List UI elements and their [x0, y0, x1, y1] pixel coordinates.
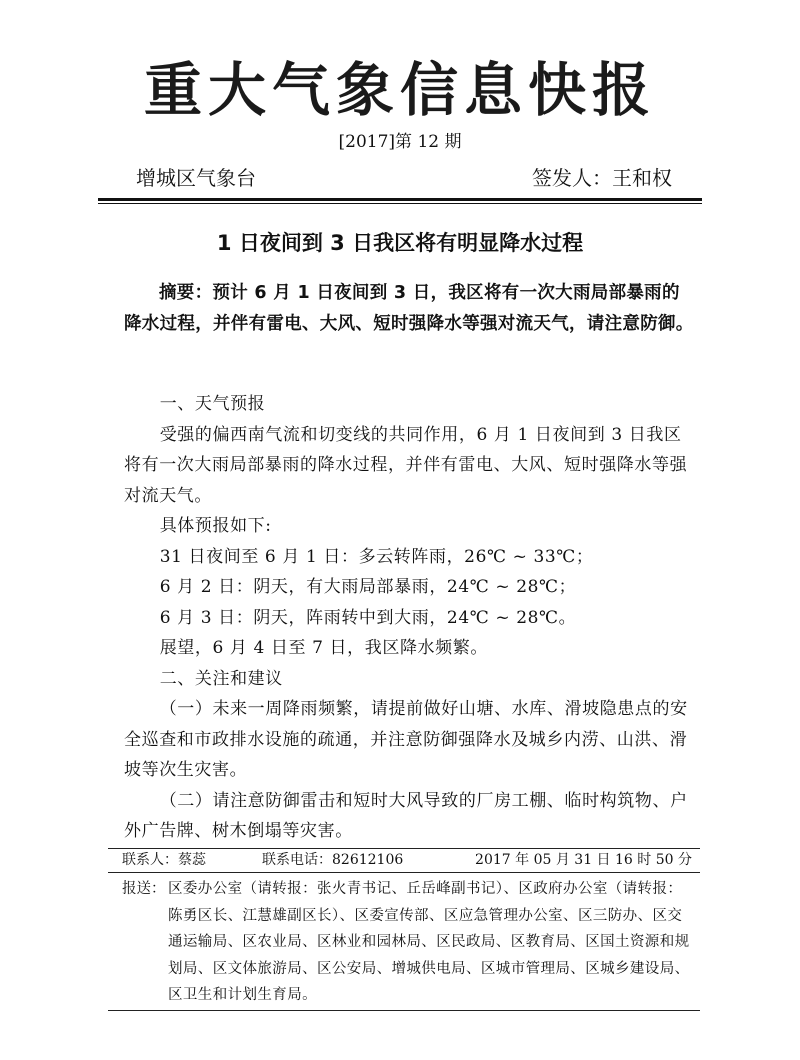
section-heading-advice: 二、关注和建议: [159, 668, 283, 689]
header-rule-thin: [98, 203, 702, 204]
document-title: 1 日夜间到 3 日我区将有明显降水过程: [216, 231, 584, 255]
masthead-title: 重大气象信息快报: [143, 56, 656, 124]
forecast-day-2: 6 月 2 日：阴天，有大雨局部暴雨，24℃ ~ 28℃；: [159, 577, 577, 597]
contact-phone: 联系电话：82612106: [262, 852, 404, 868]
footer-rule-middle: [108, 872, 700, 873]
document-body: [124, 389, 696, 847]
advice-1: （一）未来一周降雨频繁，请提前做好山塘、水库、滑坡隐患点的安全巡查和市政排水设施的疏通，并注意防御强降水及城乡内涝、山洪、滑坡等次生灾害。: [124, 699, 688, 780]
issuer-name: 王和权: [612, 166, 672, 190]
forecast-detail-label: 具体预报如下:: [159, 516, 272, 536]
advice-2: （二）请注意防御雷击和短时大风导致的厂房工棚、临时构筑物、户外广告牌、树木倒塌等灾害。: [124, 790, 688, 841]
header-rule-thick: [98, 198, 702, 201]
section-heading-forecast: 一、天气预报: [159, 394, 266, 414]
distribution-label: 报送：: [122, 881, 166, 897]
forecast-day-3: 6 月 3 日：阴天，阵雨转中到大雨，24℃ ~ 28℃。: [159, 607, 577, 628]
abstract: 摘要：预计 6 月 1 日夜间到 3 日，我区将有一次大雨局部暴雨的降水过程，并伴有雷电、大风、短时强降水等强对流天气，请注意防御。: [124, 283, 694, 334]
issue-timestamp: 2017 年 05 月 31 日 16 时 50 分: [475, 852, 692, 868]
forecast-day-1: 31 日夜间至 6 月 1 日：多云转阵雨，26℃ ~ 33℃；: [159, 546, 594, 567]
issuing-unit: 增城区气象台: [136, 166, 256, 190]
footer-rule-bottom: [108, 1010, 700, 1011]
issue-number: [2017]第 12 期: [338, 132, 462, 152]
forecast-intro: 受强的偏西南气流和切变线的共同作用，6 月 1 日夜间到 3 日我区将有一次大雨局部暴雨的降水过程，并伴有雷电、大风、短时强降水等强对流天气。: [124, 424, 688, 506]
issuer-label: 签发人：: [532, 166, 612, 190]
contact-person: 联系人：蔡蕊: [122, 852, 206, 868]
issuer: [532, 164, 672, 192]
distribution-list: 区委办公室（请转报：张火青书记、丘岳峰副书记）、区政府办公室（请转报：陈勇区长、江慧雄副区长）、区委宣传部、区应急管理办公室、区三防办、区交通运输局、区农业局、区林业和园林局、区民政局、区教育局、区国土资源和规划局、区文体旅游局、区公安局、增城供电局、区城市管理局、区城乡建设局、区卫生和计划生育局。: [168, 881, 690, 1003]
outlook: 展望，6 月 4 日至 7 日，我区降水频繁。: [159, 638, 488, 658]
footer-rule-top: [108, 848, 700, 849]
